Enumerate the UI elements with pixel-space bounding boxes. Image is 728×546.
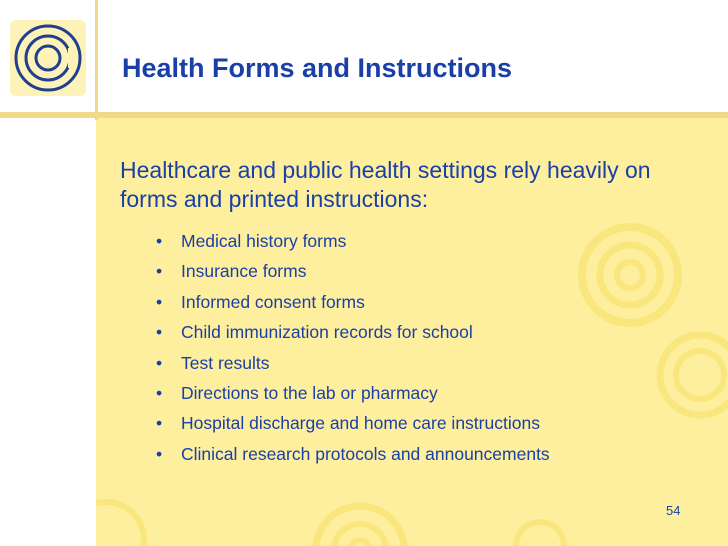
decorative-rings-icon [650, 330, 728, 420]
bullet-icon: • [156, 322, 163, 343]
bullet-list [156, 226, 550, 469]
bullet-icon: • [156, 413, 163, 434]
list-item [156, 226, 550, 256]
bullet-icon: • [156, 291, 163, 312]
list-item-text: Hospital discharge and home care instructions [181, 413, 540, 434]
list-item [156, 439, 550, 469]
list-item-text: Clinical research protocols and announcements [181, 443, 550, 464]
concentric-circles-logo-icon [8, 18, 88, 98]
list-item [156, 317, 550, 347]
bullet-icon: • [156, 231, 163, 251]
horizontal-divider [0, 112, 728, 118]
list-item [156, 348, 550, 378]
vertical-divider [95, 0, 98, 120]
list-item-text: Medical history forms [181, 231, 347, 251]
decorative-rings-icon [300, 490, 420, 546]
slide-title: Health Forms and Instructions [122, 53, 513, 83]
list-item-text: Informed consent forms [181, 291, 365, 312]
bullet-icon: • [156, 443, 163, 464]
bullet-icon: • [156, 352, 163, 373]
bullet-icon: • [156, 382, 163, 403]
list-item [156, 408, 550, 438]
bullet-icon: • [156, 261, 163, 282]
list-item-text: Directions to the lab or pharmacy [181, 382, 438, 403]
list-item [156, 378, 550, 408]
page-number: 54 [666, 503, 681, 518]
decorative-rings-icon [96, 480, 156, 546]
list-item-text: Test results [181, 352, 270, 373]
decorative-rings-icon [510, 505, 570, 546]
list-item-text: Insurance forms [181, 261, 307, 282]
list-item [156, 287, 550, 317]
decorative-rings-icon [570, 215, 690, 335]
list-item [156, 256, 550, 286]
intro-text: Healthcare and public health settings rely heavily on forms and printed instructions: [120, 157, 651, 212]
list-item-text: Child immunization records for school [181, 322, 473, 343]
